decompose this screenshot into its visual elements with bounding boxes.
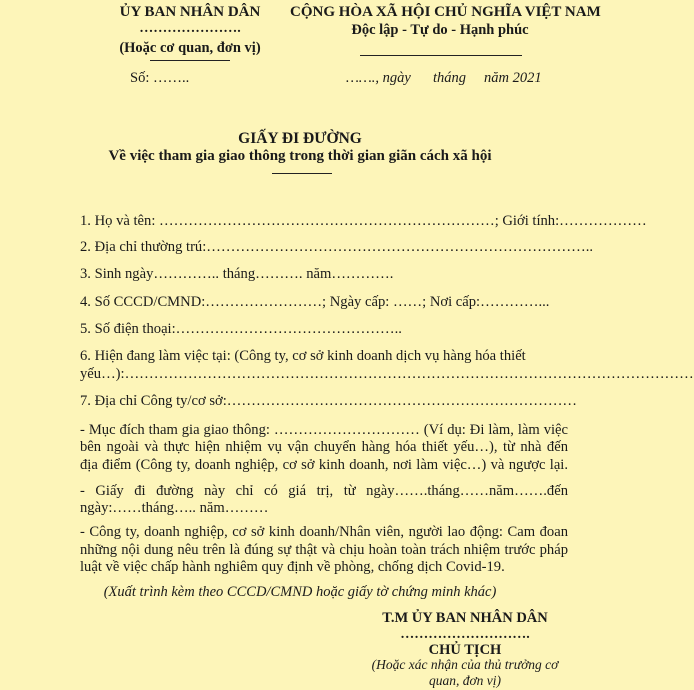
issuing-org-dots: …………………. [139,21,241,36]
commitment-line1: - Công ty, doanh nghiệp, cơ sở kinh doanh/Nhân viên, người lao động: Cam đoan [80,524,568,540]
field-address: 2. Địa chỉ thường trú:…………………………………………………………………….. [80,239,594,255]
signature-note-line2: quan, đơn vị) [428,673,502,688]
purpose-line1: - Mục đích tham gia giao thông: ………………………… (Ví dụ: Đi làm, làm việc [80,422,568,438]
document-subtitle: Về việc tham gia giao thông trong thời gian giãn cách xã hội [108,148,492,164]
right-header-underline [360,55,522,56]
signature-note-line1: (Hoặc xác nhận của thủ trưởng cơ [371,657,559,672]
document-number: Số: …….. [130,70,190,86]
signature-dots: ………………………. [400,627,530,642]
issuing-org: ỦY BAN NHÂN DÂN [119,4,261,20]
national-motto: Độc lập - Tự do - Hạnh phúc [351,22,529,38]
date-place: ……., ngày [346,70,411,86]
purpose-line2: bên ngoài và thực hiện nhiệm vụ vận chuyển hàng hóa thiết yếu…), từ nhà đến [80,439,568,455]
issuing-org-note: (Hoặc cơ quan, đơn vị) [119,40,261,56]
field-workplace-line1: 6. Hiện đang làm việc tại: (Công ty, cơ sở kinh doanh dịch vụ hàng hóa thiết [80,348,526,364]
signature-org: T.M ỦY BAN NHÂN DÂN [382,610,548,626]
field-id-number: 4. Số CCCD/CMND:……………………; Ngày cấp: ……; Nơi cấp:…………... [80,294,550,310]
commitment-line3: luật về việc chấp hành nghiêm quy định về phòng, chống dịch Covid-19. [80,559,505,575]
purpose-line3: địa điểm (Công ty, doanh nghiệp, cơ sở kinh doanh, nơi làm việc…) và ngược lại. [80,457,568,473]
field-company-address: 7. Địa chỉ Công ty/cơ sở:……………………………………………………………… [80,393,578,409]
field-phone: 5. Số điện thoại:……………………………………….. [80,321,402,337]
date-month: tháng [433,70,467,86]
attachment-note: (Xuất trình kèm theo CCCD/CMND hoặc giấy tờ chứng minh khác) [103,584,497,600]
validity-line2: ngày:……tháng….. năm……… [80,500,269,516]
field-workplace-line2: yếu…):……………………………………………………………………………………………………… [80,366,694,382]
signature-role: CHỦ TỊCH [428,642,502,658]
date-year: năm 2021 [484,70,542,86]
field-birthdate: 3. Sinh ngày………….. tháng………. năm…………. [80,266,394,282]
national-title: CỘNG HÒA XÃ HỘI CHỦ NGHĨA VIỆT NAM [290,4,601,20]
title-underline [272,173,332,174]
left-header-underline [150,60,230,61]
validity-line1: - Giấy đi đường này chỉ có giá trị, từ ngày…….tháng……năm…….đến [80,483,568,499]
commitment-line2: những nội dung nêu trên là đúng sự thật và chịu hoàn toàn trách nhiệm trước pháp [80,542,568,558]
field-full-name: 1. Họ và tên: ……………………………………………………………; Giới tính:……………… [80,213,647,229]
document-title: GIẤY ĐI ĐƯỜNG [238,130,362,147]
